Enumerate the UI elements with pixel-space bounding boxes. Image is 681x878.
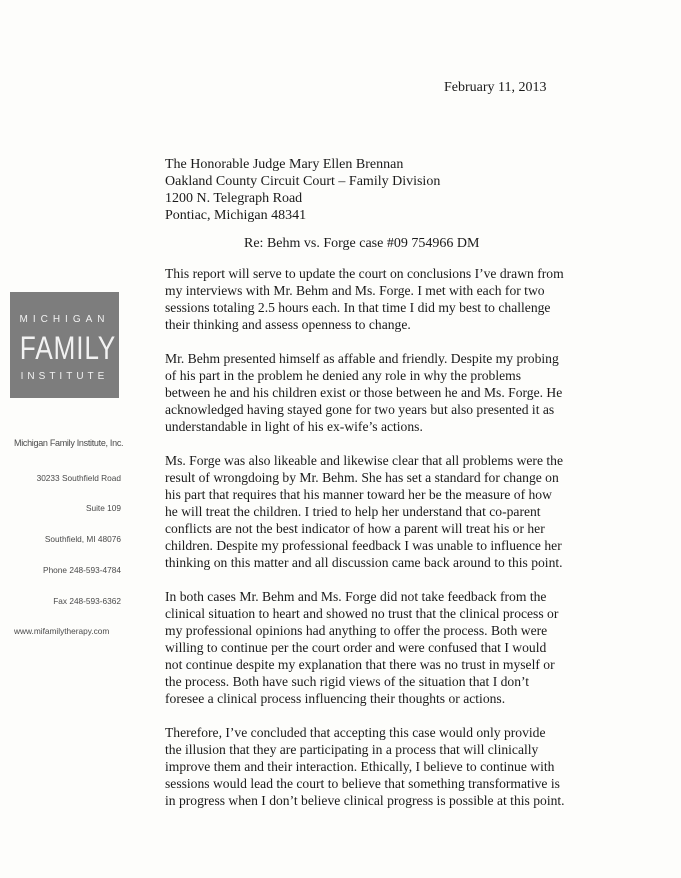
body-paragraph: Ms. Forge was also likeable and likewise clear that all problems were the result of wrongdoing by Mr. Behm. She has set a standard for change on his part that requires that his manner toward her be the measure of how he will treat the children. I tried to help her understand that co-parent conflicts are not the best indicator of how a parent will treat his or her children. Despite my professional feedback I was unable to influence her thinking on this matter and all discussion came back around to this point. [165,453,564,570]
contact-street: 30233 Southfield Road [36,473,121,483]
address-line: Pontiac, Michigan 48341 [165,208,307,223]
contact-phone: Phone 248-593-4784 [43,565,121,575]
contact-fax: Fax 248-593-6362 [53,596,121,606]
letter-date: February 11, 2013 [444,80,547,95]
contact-city: Southfield, MI 48076 [44,534,121,544]
re-line: Re: Behm vs. Forge case #09 754966 DM [244,236,480,251]
contact-org: Michigan Family Institute, Inc. [14,438,124,448]
contact-suite: Suite 109 [85,503,121,513]
logo-top-text: MICHIGAN [19,314,110,325]
body-paragraph: This report will serve to update the court on conclusions I’ve drawn from my interviews with Mr. Behm and Ms. Forge. I met with each for two sessions totaling 2.5 hours each. In that time I did my best to challenge their thinking and assess openness to change. [165,266,564,332]
address-line: 1200 N. Telegraph Road [165,191,303,206]
address-line: The Honorable Judge Mary Ellen Brennan [165,157,404,172]
institute-logo [10,292,119,398]
recipient-address [165,156,440,224]
address-line: Oakland County Circuit Court – Family Division [165,174,441,189]
logo-main-text: FAMILY [19,330,117,366]
body-paragraph: In both cases Mr. Behm and Ms. Forge did not take feedback from the clinical situation to heart and showed no trust that the clinical process or my professional opinions had anything to offer the process. Both were willing to continue per the court order and were confused that I would not continue despite my explanation that there was no trust in myself or the process. Both have such rigid views of the situation that I don’t foresee a clinical process influencing their thoughts or actions. [165,589,559,706]
body-paragraph: Mr. Behm presented himself as affable and friendly. Despite my probing of his part in the problem he denied any role in why the problems between he and his children exist or those between he and Ms. Forge. He acknowledged having stayed gone for two years but also presented it as understandable in light of his ex-wife’s actions. [165,351,563,434]
body-paragraph: Therefore, I’ve concluded that accepting this case would only provide the illusion that they are participating in a process that will clinically improve them and their interaction. Ethically, I believe to continue with sessions would lead the court to believe that something transformative is in progress when I don’t believe clinical progress is possible at this point. [165,725,565,808]
contact-website: www.mifamilytherapy.com [14,626,110,636]
logo-bottom-text: INSTITUTE [20,371,109,382]
letter-body [165,265,565,826]
